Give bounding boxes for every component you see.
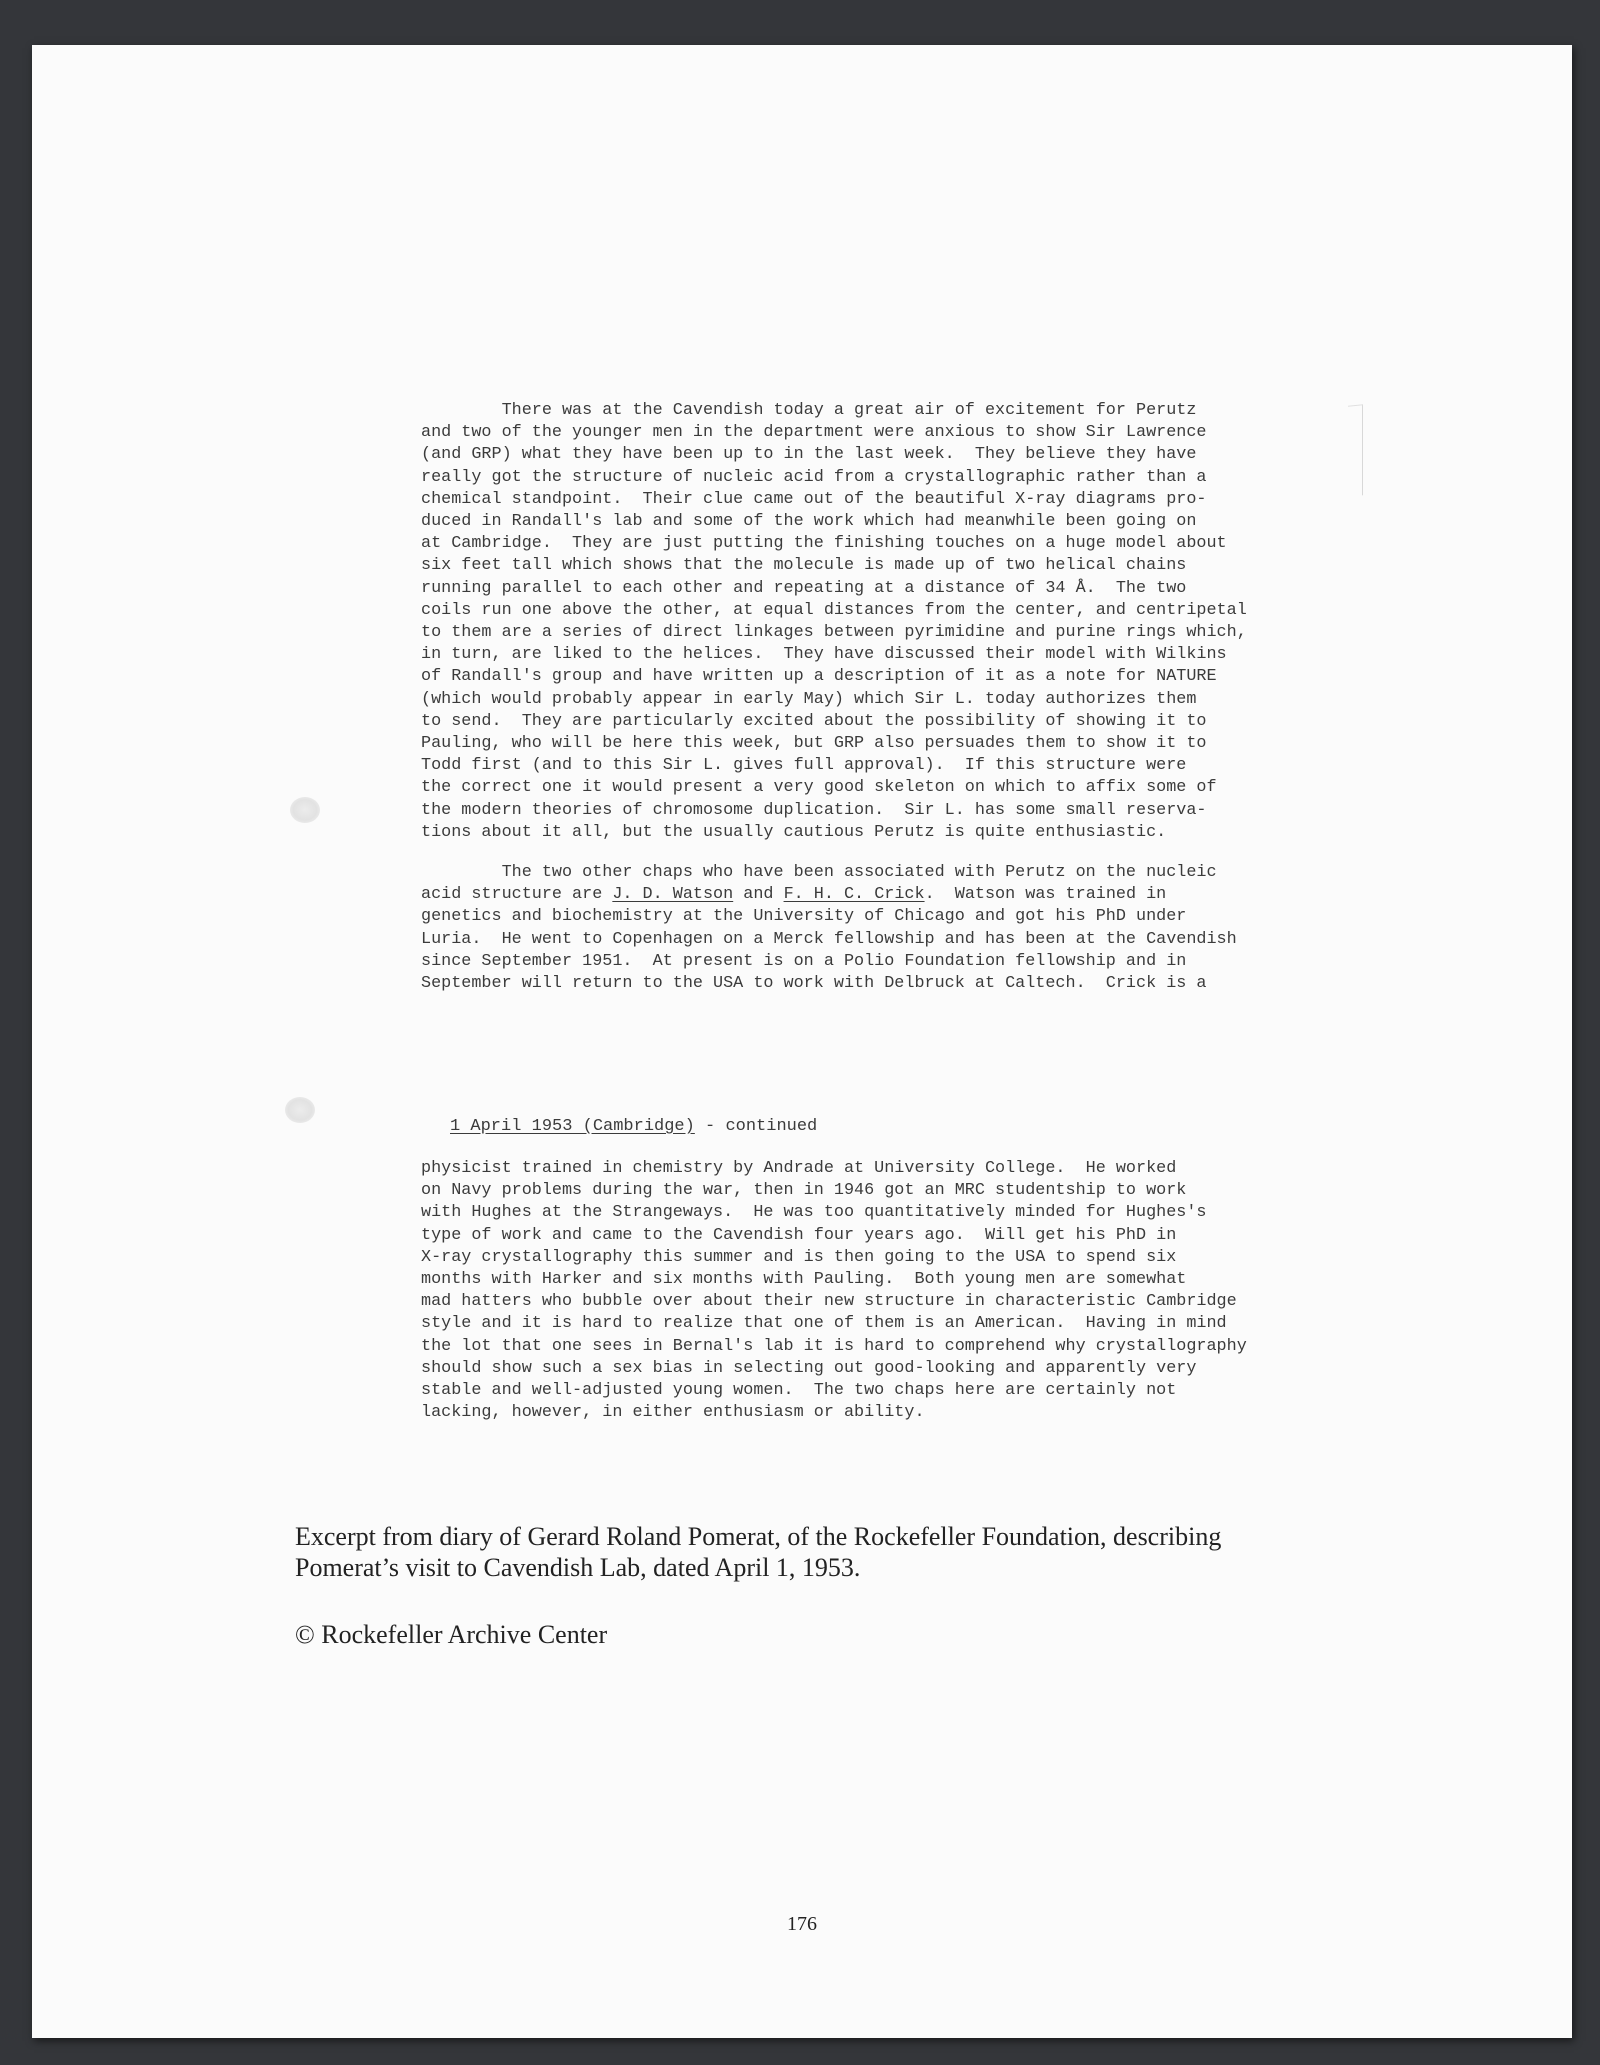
typescript-line: lacking, however, in either enthusiasm or ability. [421,1403,925,1423]
typescript-line [421,884,1371,906]
typescript-line: (which would probably appear in early May) which Sir L. today authorizes them [421,689,1197,709]
typescript-line: genetics and biochemistry at the University of Chicago and got his PhD under [421,907,1187,927]
punch-hole [285,1097,315,1123]
typescript-line: style and it is hard to realize that one of them is an American. Having in mind [421,1314,1227,1334]
copyright-notice: © Rockefeller Archive Center [295,1620,608,1649]
typescript-line: running parallel to each other and repeating at a distance of 34 Å. The two [421,578,1187,598]
typescript-line: of Randall's group and have written up a description of it as a note for NATURE [421,667,1217,687]
continued-label: - continued [694,1117,818,1136]
typescript-text: and [733,885,784,905]
name-watson: J. D. Watson [612,885,734,905]
typescript-line: tions about it all, but the usually cautious Perutz is quite enthusiastic. [421,822,1167,842]
typescript-line: the correct one it would present a very good skeleton on which to affix some of [421,778,1217,798]
typescript-line: September will return to the USA to work with Delbruck at Caltech. Crick is a [421,974,1207,994]
typescript-line: coils run one above the other, at equal distances from the center, and centripetal [421,600,1247,620]
typescript-line: and two of the younger men in the department were anxious to show Sir Lawrence [421,423,1207,443]
typescript-line: mad hatters who bubble over about their new structure in characteristic Cambridge [421,1292,1237,1312]
typescript-line: the modern theories of chromosome duplication. Sir L. has some small reserva- [421,800,1207,820]
typescript-line: with Hughes at the Strangeways. He was too quantitatively minded for Hughes's [421,1203,1207,1223]
typescript-line: The two other chaps who have been associated with Perutz on the nucleic [421,863,1217,882]
diary-date-heading: 1 April 1953 (Cambridge) [450,1117,695,1136]
typescript-paragraph-1 [421,400,1371,844]
typescript-line: in turn, are liked to the helices. They have discussed their model with Wilkins [421,645,1227,665]
typescript-line: stable and well-adjusted young women. The two chaps here are certainly not [421,1381,1177,1401]
typescript-text: . Watson was trained in [924,885,1167,905]
typescript-line: should show such a sex bias in selecting out good-looking and apparently very [421,1358,1197,1378]
typescript-line: physicist trained in chemistry by Andrade at University College. He worked [421,1159,1177,1178]
punch-hole [290,797,320,823]
typescript-line: at Cambridge. They are just putting the finishing touches on a huge model about [421,534,1227,554]
typescript-line: the lot that one sees in Bernal's lab it is hard to comprehend why crystallography [421,1336,1247,1356]
typescript-line: to them are a series of direct linkages between pyrimidine and purine rings which, [421,623,1247,643]
typescript-line: There was at the Cavendish today a great air of excitement for Perutz [421,401,1197,420]
document-page [32,45,1572,2038]
typescript-line: Todd first (and to this Sir L. gives full approval). If this structure were [421,756,1187,776]
caption [295,1521,1221,1583]
typescript-line: type of work and came to the Cavendish four years ago. Will get his PhD in [421,1225,1177,1245]
page-number: 176 [787,1913,817,1935]
typescript-paragraph-3 [421,1158,1371,1424]
typescript-text: acid structure are [421,885,613,905]
typescript-line: chemical standpoint. Their clue came out of the beautiful X-ray diagrams pro- [421,489,1207,509]
continued-heading [450,1117,817,1136]
typescript-line: (and GRP) what they have been up to in the last week. They believe they have [421,445,1197,465]
typescript-line: months with Harker and six months with Pauling. Both young men are somewhat [421,1270,1187,1290]
typescript-line: really got the structure of nucleic acid from a crystallographic rather than a [421,467,1207,487]
typescript-line: since September 1951. At present is on a Polio Foundation fellowship and in [421,951,1187,971]
typescript-line: Luria. He went to Copenhagen on a Merck fellowship and has been at the Cavendish [421,929,1237,949]
caption-line: Excerpt from diary of Gerard Roland Pomerat, of the Rockefeller Foundation, describing [295,1522,1222,1551]
name-crick: F. H. C. Crick [783,885,925,905]
typescript-line: to send. They are particularly excited about the possibility of showing it to [421,711,1207,731]
typescript-line: on Navy problems during the war, then in 1946 got an MRC studentship to work [421,1181,1187,1201]
typescript-paragraph-2 [421,862,1371,995]
typescript-line: duced in Randall's lab and some of the work which had meanwhile been going on [421,512,1197,532]
typescript-line: six feet tall which shows that the molecule is made up of two helical chains [421,556,1187,576]
typescript-line: Pauling, who will be here this week, but GRP also persuades them to show it to [421,734,1207,754]
typescript-line: X-ray crystallography this summer and is then going to the USA to spend six [421,1247,1177,1267]
caption-line: Pomerat’s visit to Cavendish Lab, dated April 1, 1953. [295,1553,861,1582]
